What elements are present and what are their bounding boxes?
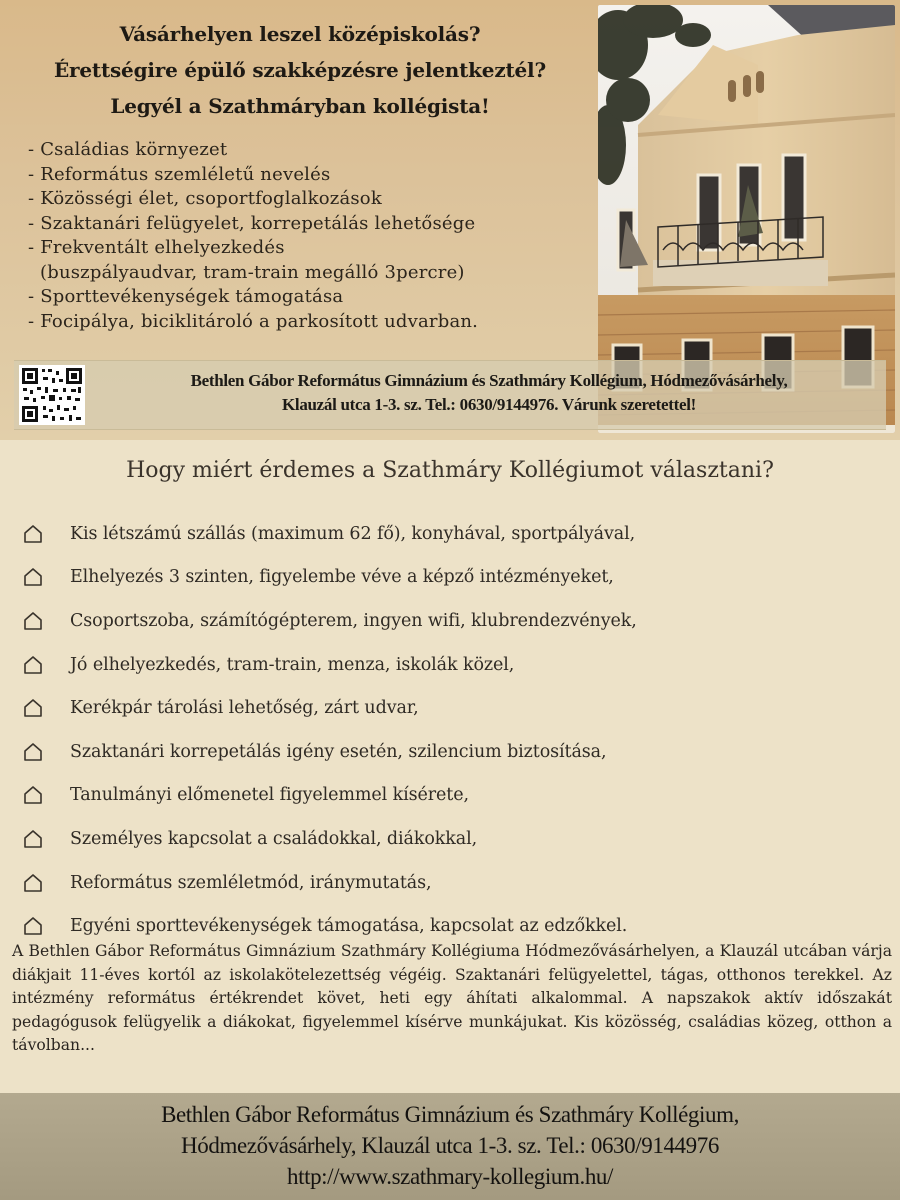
list-item [22,686,882,730]
reason-text: Elhelyezés 3 szinten, figyelembe véve a képző intézményeket, [70,567,614,588]
features-list [28,138,598,334]
headlines [0,16,600,124]
feature-item: - Református szemléletű nevelés [28,163,331,185]
reason-text: Tanulmányi előmenetel figyelemmel kísérete, [70,785,469,806]
description-paragraph: A Bethlen Gábor Református Gimnázium Szathmáry Kollégiuma Hódmezővásárhelyen, a Klauzál utcában várja diákjait 11-éves kortól az iskolakötelezettség végéig. Szaktanári felügyelettel, tágas, otthonos terekkel. Az intézmény református értékrendet követ, heti egy áhítati alkalommal. A napszakok aktív időszakát pedagógusok felügyelik a diákokat, figyelemmel kísérve munkájukat. Kis közösség, családias közeg, otthon a távolban... [12,942,892,1054]
headline-1: Vásárhelyen leszel középiskolás? [119,22,481,46]
footer-line-1: Bethlen Gábor Református Gimnázium és Szathmáry Kollégium, [161,1102,739,1127]
reason-text: Kis létszámú szállás (maximum 62 fő), konyhával, sportpályával, [70,523,636,544]
list-item [22,817,882,861]
contact-line-1: Bethlen Gábor Református Gimnázium és Szathmáry Kollégium, Hódmezővásárhely, [190,371,788,390]
house-outline-icon [22,654,44,676]
feature-item: (buszpályaudvar, tram-train megálló 3percre) [40,261,465,283]
feature-item: - Családias környezet [28,139,228,160]
feature-item: - Közösségi élet, csoportfoglalkozások [28,188,382,209]
headline-2: Érettségire épülő szakképzésre jelentkeztél? [54,58,546,82]
why-heading: Hogy miért érdemes a Szathmáry Kollégiumot választani? [126,458,774,483]
feature-item: - Frekventált elhelyezkedés [28,237,285,258]
headline-3: Legyél a Szathmáryban kollégista! [110,94,490,118]
house-outline-icon [22,784,44,806]
house-outline-icon [22,828,44,850]
reason-text: Református szemléletmód, iránymutatás, [70,872,432,893]
house-outline-icon [22,697,44,719]
reasons-list [22,512,882,948]
list-item [22,774,882,818]
reason-text: Jó elhelyezkedés, tram-train, menza, iskolák közel, [70,654,515,675]
house-outline-icon [22,872,44,894]
reason-text: Csoportszoba, számítógépterem, ingyen wifi, klubrendezvények, [70,610,637,631]
reason-text: Személyes kapcsolat a családokkal, diákokkal, [70,828,478,849]
house-outline-icon [22,566,44,588]
reason-text: Szaktanári korrepetálás igény esetén, szilencium biztosítása, [70,741,607,762]
house-outline-icon [22,741,44,763]
feature-item: - Focipálya, biciklitároló a parkosított udvarban. [28,310,479,332]
reason-text: Egyéni sporttevékenységek támogatása, kapcsolat az edzőkkel. [70,916,628,937]
list-item [22,643,882,687]
footer [0,1093,900,1200]
list-item [22,861,882,905]
contact-strip [14,360,886,430]
list-item [22,556,882,600]
house-outline-icon [22,523,44,545]
top-banner [0,0,900,440]
house-outline-icon [22,915,44,937]
feature-item: - Sporttevékenységek támogatása [28,286,344,307]
list-item [22,730,882,774]
house-outline-icon [22,610,44,632]
contact-strip-text [94,369,884,417]
list-item [22,512,882,556]
reason-text: Kerékpár tárolási lehetőség, zárt udvar, [70,698,419,719]
footer-website-link[interactable]: http://www.szathmary-kollegium.hu/ [286,1164,614,1189]
contact-line-2: Klauzál utca 1-3. sz. Tel.: 0630/9144976. Várunk szeretettel! [281,395,697,414]
feature-item: - Szaktanári felügyelet, korrepetálás lehetősége [28,212,476,234]
qr-code [19,365,85,425]
footer-line-2: Hódmezővásárhely, Klauzál utca 1-3. sz. Tel.: 0630/9144976 [181,1133,719,1158]
list-item [22,599,882,643]
